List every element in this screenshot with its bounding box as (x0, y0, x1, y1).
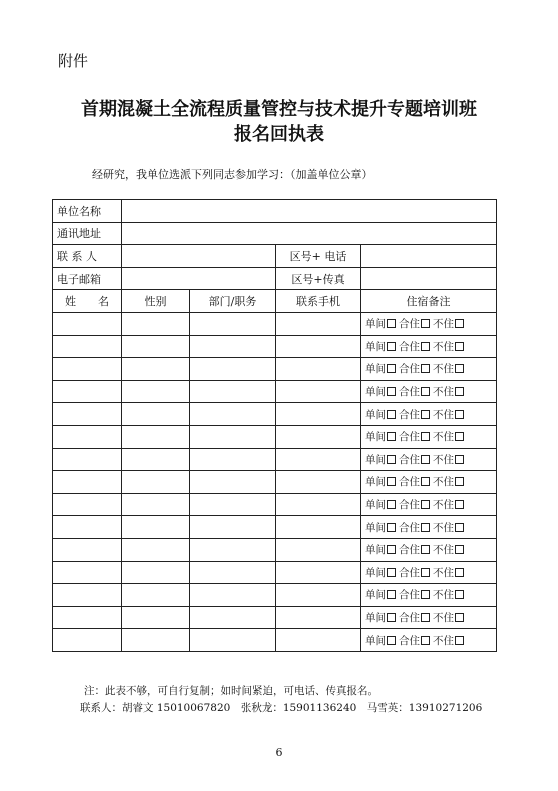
table-row (53, 448, 497, 471)
accommodation-option-label: 不住 (433, 634, 454, 647)
mobile-cell[interactable] (276, 358, 361, 381)
accommodation-option-label: 合住 (399, 611, 420, 624)
accommodation-option-label: 合住 (399, 566, 420, 579)
checkbox-icon[interactable] (387, 455, 396, 464)
table-row (53, 312, 497, 335)
name-cell[interactable] (53, 629, 122, 652)
mobile-cell[interactable] (276, 606, 361, 629)
department-cell[interactable] (190, 561, 276, 584)
header-accommodation: 住宿备注 (361, 290, 497, 313)
checkbox-icon[interactable] (455, 590, 464, 599)
checkbox-icon[interactable] (387, 545, 396, 554)
checkbox-icon[interactable] (455, 568, 464, 577)
accommodation-options (361, 312, 497, 335)
checkbox-icon[interactable] (455, 455, 464, 464)
address-row (53, 222, 497, 245)
mobile-cell[interactable] (276, 312, 361, 335)
intro-text: 经研究，我单位选派下列同志参加学习：（加盖单位公章） (92, 168, 373, 181)
checkbox-icon[interactable] (455, 319, 464, 328)
checkbox-icon[interactable] (387, 364, 396, 373)
checkbox-icon[interactable] (455, 523, 464, 532)
department-cell[interactable] (190, 516, 276, 539)
gender-cell[interactable] (122, 629, 190, 652)
accommodation-options (361, 629, 497, 652)
checkbox-icon[interactable] (455, 500, 464, 509)
table-row (53, 561, 497, 584)
email-field[interactable] (122, 267, 276, 290)
email-label: 电子邮箱 (53, 267, 122, 290)
department-cell[interactable] (190, 312, 276, 335)
name-cell[interactable] (53, 335, 122, 358)
name-cell[interactable] (53, 425, 122, 448)
accommodation-option-label: 单间 (365, 566, 386, 579)
department-cell[interactable] (190, 606, 276, 629)
accommodation-option-label: 不住 (433, 408, 454, 421)
accommodation-option-label: 单间 (365, 476, 386, 489)
mobile-cell[interactable] (276, 493, 361, 516)
checkbox-icon[interactable] (387, 568, 396, 577)
unit-name-row (53, 200, 497, 223)
checkbox-icon[interactable] (455, 387, 464, 396)
accommodation-option-label: 合住 (399, 386, 420, 399)
accommodation-option-label: 不住 (433, 363, 454, 376)
accommodation-options (361, 448, 497, 471)
checkbox-icon[interactable] (421, 500, 430, 509)
table-row (53, 493, 497, 516)
gender-cell[interactable] (122, 606, 190, 629)
name-cell[interactable] (53, 403, 122, 426)
gender-cell[interactable] (122, 425, 190, 448)
checkbox-icon[interactable] (455, 342, 464, 351)
mobile-cell[interactable] (276, 516, 361, 539)
footer-note: 注：此表不够，可自行复制；如时间紧迫，可电话、传真报名。 (84, 685, 378, 697)
checkbox-icon[interactable] (387, 387, 396, 396)
checkbox-icon[interactable] (387, 410, 396, 419)
area-phone-field[interactable] (361, 245, 497, 268)
mobile-cell[interactable] (276, 425, 361, 448)
page-number: 6 (275, 746, 283, 759)
checkbox-icon[interactable] (421, 387, 430, 396)
accommodation-option-label: 合住 (399, 408, 420, 421)
gender-cell[interactable] (122, 448, 190, 471)
attachment-label: 附件 (58, 52, 89, 70)
accommodation-options (361, 538, 497, 561)
department-cell[interactable] (190, 403, 276, 426)
checkbox-icon[interactable] (421, 410, 430, 419)
accommodation-option-label: 合住 (399, 340, 420, 353)
accommodation-option-label: 合住 (399, 521, 420, 534)
department-cell[interactable] (190, 471, 276, 494)
area-fax-field[interactable] (361, 267, 497, 290)
name-cell[interactable] (53, 561, 122, 584)
department-cell[interactable] (190, 584, 276, 607)
accommodation-option-label: 单间 (365, 408, 386, 421)
accommodation-option-label: 单间 (365, 318, 386, 331)
mobile-cell[interactable] (276, 448, 361, 471)
checkbox-icon[interactable] (421, 455, 430, 464)
accommodation-options (361, 561, 497, 584)
name-cell[interactable] (53, 516, 122, 539)
gender-cell[interactable] (122, 561, 190, 584)
checkbox-icon[interactable] (421, 477, 430, 486)
accommodation-option-label: 单间 (365, 589, 386, 602)
checkbox-icon[interactable] (387, 432, 396, 441)
accommodation-option-label: 单间 (365, 340, 386, 353)
accommodation-option-label: 合住 (399, 431, 420, 444)
contact-row (53, 245, 497, 268)
gender-cell[interactable] (122, 584, 190, 607)
accommodation-option-label: 单间 (365, 634, 386, 647)
page-title: 首期混凝土全流程质量管控与技术提升专题培训班 (81, 99, 477, 120)
checkbox-icon[interactable] (455, 477, 464, 486)
department-cell[interactable] (190, 335, 276, 358)
table-row (53, 380, 497, 403)
checkbox-icon[interactable] (421, 523, 430, 532)
accommodation-option-label: 单间 (365, 363, 386, 376)
accommodation-options (361, 493, 497, 516)
checkbox-icon[interactable] (387, 613, 396, 622)
checkbox-icon[interactable] (387, 319, 396, 328)
checkbox-icon[interactable] (421, 545, 430, 554)
checkbox-icon[interactable] (387, 477, 396, 486)
name-cell[interactable] (53, 471, 122, 494)
accommodation-options (361, 358, 497, 381)
gender-cell[interactable] (122, 312, 190, 335)
accommodation-option-label: 不住 (433, 544, 454, 557)
checkbox-icon[interactable] (455, 545, 464, 554)
name-cell[interactable] (53, 606, 122, 629)
accommodation-option-label: 不住 (433, 476, 454, 489)
name-cell[interactable] (53, 493, 122, 516)
area-fax-label: 区号+传真 (276, 267, 361, 290)
accommodation-options (361, 425, 497, 448)
mobile-cell[interactable] (276, 629, 361, 652)
checkbox-icon[interactable] (421, 432, 430, 441)
accommodation-option-label: 不住 (433, 340, 454, 353)
checkbox-icon[interactable] (387, 523, 396, 532)
name-cell[interactable] (53, 358, 122, 381)
checkbox-icon[interactable] (455, 410, 464, 419)
accommodation-options (361, 606, 497, 629)
accommodation-options (361, 584, 497, 607)
accommodation-option-label: 不住 (433, 318, 454, 331)
address-field[interactable] (122, 222, 497, 245)
mobile-cell[interactable] (276, 584, 361, 607)
table-row (53, 538, 497, 561)
checkbox-icon[interactable] (421, 590, 430, 599)
table-header-row (53, 290, 497, 313)
accommodation-option-label: 不住 (433, 589, 454, 602)
department-cell[interactable] (190, 493, 276, 516)
department-cell[interactable] (190, 380, 276, 403)
checkbox-icon[interactable] (387, 636, 396, 645)
mobile-cell[interactable] (276, 471, 361, 494)
accommodation-option-label: 单间 (365, 521, 386, 534)
gender-cell[interactable] (122, 358, 190, 381)
accommodation-option-label: 合住 (399, 453, 420, 466)
unit-name-field[interactable] (122, 200, 497, 223)
accommodation-options (361, 471, 497, 494)
checkbox-icon[interactable] (387, 342, 396, 351)
table-row (53, 629, 497, 652)
gender-cell[interactable] (122, 471, 190, 494)
accommodation-option-label: 单间 (365, 453, 386, 466)
gender-cell[interactable] (122, 493, 190, 516)
table-row (53, 358, 497, 381)
gender-cell[interactable] (122, 516, 190, 539)
footer-contacts: 联系人：胡睿文 15010067820 张秋龙：15901136240 马雪英：13910271206 (80, 702, 483, 714)
mobile-cell[interactable] (276, 380, 361, 403)
accommodation-option-label: 不住 (433, 521, 454, 534)
registration-form (52, 199, 497, 652)
contact-person-label: 联 系 人 (53, 245, 122, 268)
contact-person-field[interactable] (122, 245, 276, 268)
name-cell[interactable] (53, 584, 122, 607)
checkbox-icon[interactable] (455, 364, 464, 373)
mobile-cell[interactable] (276, 403, 361, 426)
checkbox-icon[interactable] (455, 432, 464, 441)
checkbox-icon[interactable] (455, 636, 464, 645)
mobile-cell[interactable] (276, 335, 361, 358)
header-mobile: 联系手机 (276, 290, 361, 313)
header-gender: 性别 (122, 290, 190, 313)
accommodation-option-label: 单间 (365, 544, 386, 557)
checkbox-icon[interactable] (421, 613, 430, 622)
accommodation-option-label: 合住 (399, 363, 420, 376)
gender-cell[interactable] (122, 403, 190, 426)
accommodation-option-label: 不住 (433, 431, 454, 444)
table-row (53, 584, 497, 607)
table-row (53, 516, 497, 539)
table-row (53, 335, 497, 358)
accommodation-option-label: 合住 (399, 476, 420, 489)
checkbox-icon[interactable] (387, 500, 396, 509)
gender-cell[interactable] (122, 538, 190, 561)
accommodation-option-label: 不住 (433, 453, 454, 466)
checkbox-icon[interactable] (421, 364, 430, 373)
department-cell[interactable] (190, 448, 276, 471)
address-label: 通讯地址 (53, 222, 122, 245)
table-row (53, 425, 497, 448)
accommodation-options (361, 403, 497, 426)
accommodation-option-label: 不住 (433, 386, 454, 399)
header-department: 部门/职务 (190, 290, 276, 313)
checkbox-icon[interactable] (387, 590, 396, 599)
accommodation-options (361, 335, 497, 358)
department-cell[interactable] (190, 358, 276, 381)
checkbox-icon[interactable] (421, 342, 430, 351)
department-cell[interactable] (190, 425, 276, 448)
table-row (53, 403, 497, 426)
table-row (53, 606, 497, 629)
header-name: 姓 名 (53, 290, 122, 313)
page-subtitle: 报名回执表 (234, 124, 324, 145)
gender-cell[interactable] (122, 335, 190, 358)
accommodation-option-label: 单间 (365, 386, 386, 399)
accommodation-option-label: 合住 (399, 318, 420, 331)
department-cell[interactable] (190, 538, 276, 561)
accommodation-option-label: 单间 (365, 431, 386, 444)
accommodation-option-label: 不住 (433, 566, 454, 579)
checkbox-icon[interactable] (455, 613, 464, 622)
name-cell[interactable] (53, 380, 122, 403)
checkbox-icon[interactable] (421, 636, 430, 645)
table-row (53, 471, 497, 494)
accommodation-option-label: 合住 (399, 544, 420, 557)
gender-cell[interactable] (122, 380, 190, 403)
email-row (53, 267, 497, 290)
accommodation-options (361, 516, 497, 539)
area-phone-label: 区号+ 电话 (276, 245, 361, 268)
department-cell[interactable] (190, 629, 276, 652)
name-cell[interactable] (53, 448, 122, 471)
mobile-cell[interactable] (276, 561, 361, 584)
accommodation-option-label: 合住 (399, 499, 420, 512)
mobile-cell[interactable] (276, 538, 361, 561)
accommodation-option-label: 合住 (399, 589, 420, 602)
unit-name-label: 单位名称 (53, 200, 122, 223)
accommodation-options (361, 380, 497, 403)
name-cell[interactable] (53, 312, 122, 335)
accommodation-option-label: 单间 (365, 499, 386, 512)
checkbox-icon[interactable] (421, 319, 430, 328)
checkbox-icon[interactable] (421, 568, 430, 577)
accommodation-option-label: 不住 (433, 611, 454, 624)
name-cell[interactable] (53, 538, 122, 561)
accommodation-option-label: 合住 (399, 634, 420, 647)
accommodation-option-label: 不住 (433, 499, 454, 512)
accommodation-option-label: 单间 (365, 611, 386, 624)
